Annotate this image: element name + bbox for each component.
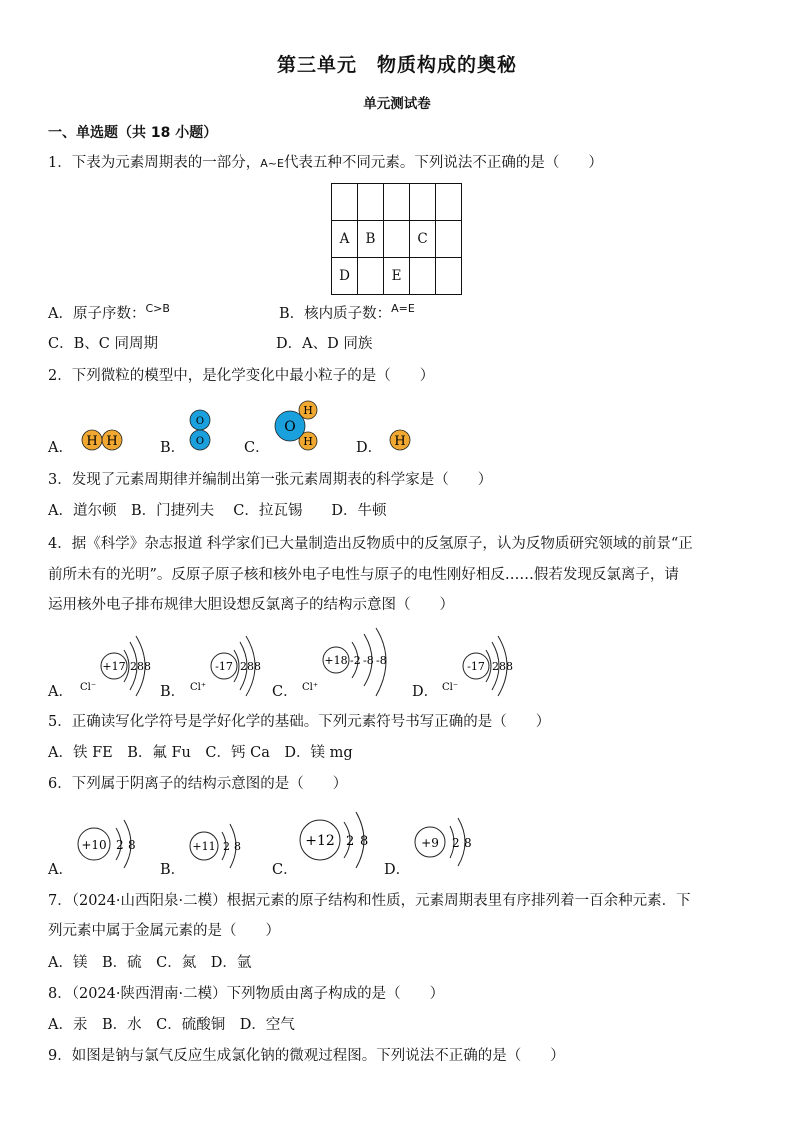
q6-option-b-label[interactable]: B． [160, 862, 186, 878]
section-heading: 一、单选题（共 18 小题） [48, 125, 218, 141]
q1-stem-part-a: 1．下表为元素周期表的一部分， [48, 155, 261, 171]
shell-count: 8 [464, 836, 472, 850]
q6-option-a-label[interactable]: A． [48, 862, 73, 878]
atom-o-label: O [195, 436, 205, 447]
shell-count: 8 [254, 660, 261, 673]
q2-option-b-label[interactable]: B． [160, 440, 186, 456]
q4-c-nucleus-charge: +18 [324, 654, 348, 667]
table-cell-e: E [384, 258, 410, 295]
q2-molecule-models [60, 400, 430, 460]
atom-h-label: H [303, 404, 313, 417]
q4-ion-diagrams [60, 624, 540, 700]
atom-o-label: O [195, 416, 205, 427]
q1-stem-part-c: 代表五种不同元素。下列说法不正确的是（ ） [283, 155, 603, 171]
atom-h-label: H [106, 434, 118, 449]
q8-options[interactable]: A．汞 B．水 C．硫酸铜 D．空气 [48, 1017, 295, 1033]
atom-h-label: H [303, 435, 313, 448]
shell-count: 8 [144, 660, 151, 673]
question-5-stem: 5．正确读写化学符号是学好化学的基础。下列元素符号书写正确的是（ ） [48, 714, 551, 730]
table-cell [384, 184, 410, 221]
table-cell [332, 184, 358, 221]
shell-count: 8 [128, 838, 136, 852]
q6-b-nucleus-charge: +11 [192, 840, 216, 853]
q6-option-d-label[interactable]: D． [384, 862, 411, 878]
q2-option-a-label[interactable]: A． [48, 440, 73, 456]
table-cell-a: A [332, 221, 358, 258]
table-cell-c: C [410, 221, 436, 258]
q2-option-d-label[interactable]: D． [356, 440, 383, 456]
hydrogen-atom-model [390, 430, 410, 450]
table-cell-d: D [332, 258, 358, 295]
q4-b-ion-symbol: Cl⁺ [190, 682, 207, 693]
question-2-stem: 2．下列微粒的模型中，是化学变化中最小粒子的是（ ） [48, 368, 435, 384]
table-cell-b: B [358, 221, 384, 258]
question-1-stem [48, 153, 603, 174]
table-cell [410, 184, 436, 221]
q5-options[interactable]: A．铁 FE B．氟 Fu C．钙 Ca D．镁 mg [48, 745, 353, 761]
shell-count: 2 [116, 838, 124, 852]
shell-count: -8 [376, 654, 387, 667]
shell-count: -2 [350, 654, 361, 667]
q3-options[interactable]: A．道尔顿 B．门捷列夫 C．拉瓦锡 D．牛顿 [48, 503, 387, 519]
q1-option-a[interactable] [48, 304, 170, 325]
hydrogen-molecule-model [82, 430, 122, 450]
shell-count: 2 [452, 836, 460, 850]
shell-count: 2 [346, 834, 355, 849]
q4-a-ion-symbol: Cl⁻ [80, 682, 97, 693]
q4-option-c-label[interactable]: C． [272, 684, 298, 700]
atom-h-label: H [86, 434, 98, 449]
table-cell [358, 184, 384, 221]
shell-count: -8 [363, 654, 374, 667]
question-4-line-2: 前所未有的光明”。反原子原子核和核外电子电性与原子的电性刚好相反……假若发现反氯离子，请 [48, 567, 679, 583]
table-cell [384, 221, 410, 258]
shell-count: 8 [360, 834, 369, 849]
question-7-line-1: 7．（2024·山西阳泉·二模）根据元素的原子结构和性质，元素周期表里有序排列着一百余种元素．下 [48, 893, 691, 909]
table-cell [436, 221, 462, 258]
question-6-stem: 6．下列属于阴离子的结构示意图的是（ ） [48, 776, 348, 792]
q4-option-d-label[interactable]: D． [412, 684, 439, 700]
periodic-table-fragment [331, 183, 462, 295]
table-cell [410, 258, 436, 295]
q4-b-nucleus-charge: -17 [215, 660, 233, 673]
table-cell [436, 258, 462, 295]
q1-option-a-text: A．原子序数： [48, 306, 146, 322]
shell-count: 8 [247, 660, 254, 673]
question-8-stem: 8．（2024·陕西渭南·二模）下列物质由离子构成的是（ ） [48, 986, 445, 1002]
shell-count: 8 [499, 660, 506, 673]
q4-c-ion-symbol: Cl⁺ [302, 682, 319, 693]
question-3-stem: 3．发现了元素周期律并编制出第一张元素周期表的科学家是（ ） [48, 472, 493, 488]
water-molecule-model [275, 401, 317, 450]
shell-count: 2 [240, 660, 247, 673]
page-subtitle: 单元测试卷 [363, 96, 431, 112]
page-title: 第三单元 物质构成的奥秘 [276, 54, 517, 76]
shell-count: 8 [137, 660, 144, 673]
q2-option-c-label[interactable]: C． [244, 440, 270, 456]
q6-a-nucleus-charge: +10 [81, 838, 107, 852]
q1-option-a-math: C>B [145, 302, 170, 315]
table-cell [358, 258, 384, 295]
oxygen-molecule-model [190, 410, 210, 450]
q1-option-c[interactable]: C．B、C 同周期 [48, 336, 158, 352]
question-4-line-3: 运用核外电子排布规律大胆设想反氯离子的结构示意图（ ） [48, 597, 454, 613]
q1-option-d[interactable]: D．A、D 同族 [276, 336, 373, 352]
q7-options[interactable]: A．镁 B．硫 C．氮 D．氩 [48, 955, 252, 971]
question-7-line-2: 列元素中属于金属元素的是（ ） [48, 923, 280, 939]
shell-count: 8 [234, 840, 241, 853]
q6-c-nucleus-charge: +12 [305, 833, 335, 849]
table-cell [436, 184, 462, 221]
question-9-stem: 9．如图是钠与氯气反应生成氯化钠的微观过程图。下列说法不正确的是（ ） [48, 1048, 565, 1064]
q6-d-nucleus-charge: +9 [421, 836, 439, 850]
q6-option-c-label[interactable]: C． [272, 862, 298, 878]
q4-a-nucleus-charge: +17 [102, 660, 126, 673]
q1-stem-math: A~E [260, 157, 284, 170]
shell-count: 2 [130, 660, 137, 673]
q1-option-b-text: B．核内质子数： [279, 306, 392, 322]
q4-d-nucleus-charge: -17 [467, 660, 485, 673]
q4-option-b-label[interactable]: B． [160, 684, 186, 700]
shell-count: 2 [492, 660, 499, 673]
atom-h-label: H [394, 434, 406, 449]
q1-option-b-math: A=E [391, 302, 415, 315]
q1-option-b[interactable] [279, 304, 415, 325]
shell-count: 8 [506, 660, 513, 673]
q6-ion-diagrams [60, 804, 500, 874]
q4-d-ion-symbol: Cl⁻ [442, 682, 459, 693]
q4-option-a-label[interactable]: A． [48, 684, 73, 700]
atom-o-label: O [284, 419, 296, 435]
question-4-line-1: 4．据《科学》杂志报道 科学家们已大量制造出反物质中的反氢原子，认为反物质研究领域的前景“正 [48, 536, 693, 552]
shell-count: 2 [223, 840, 230, 853]
